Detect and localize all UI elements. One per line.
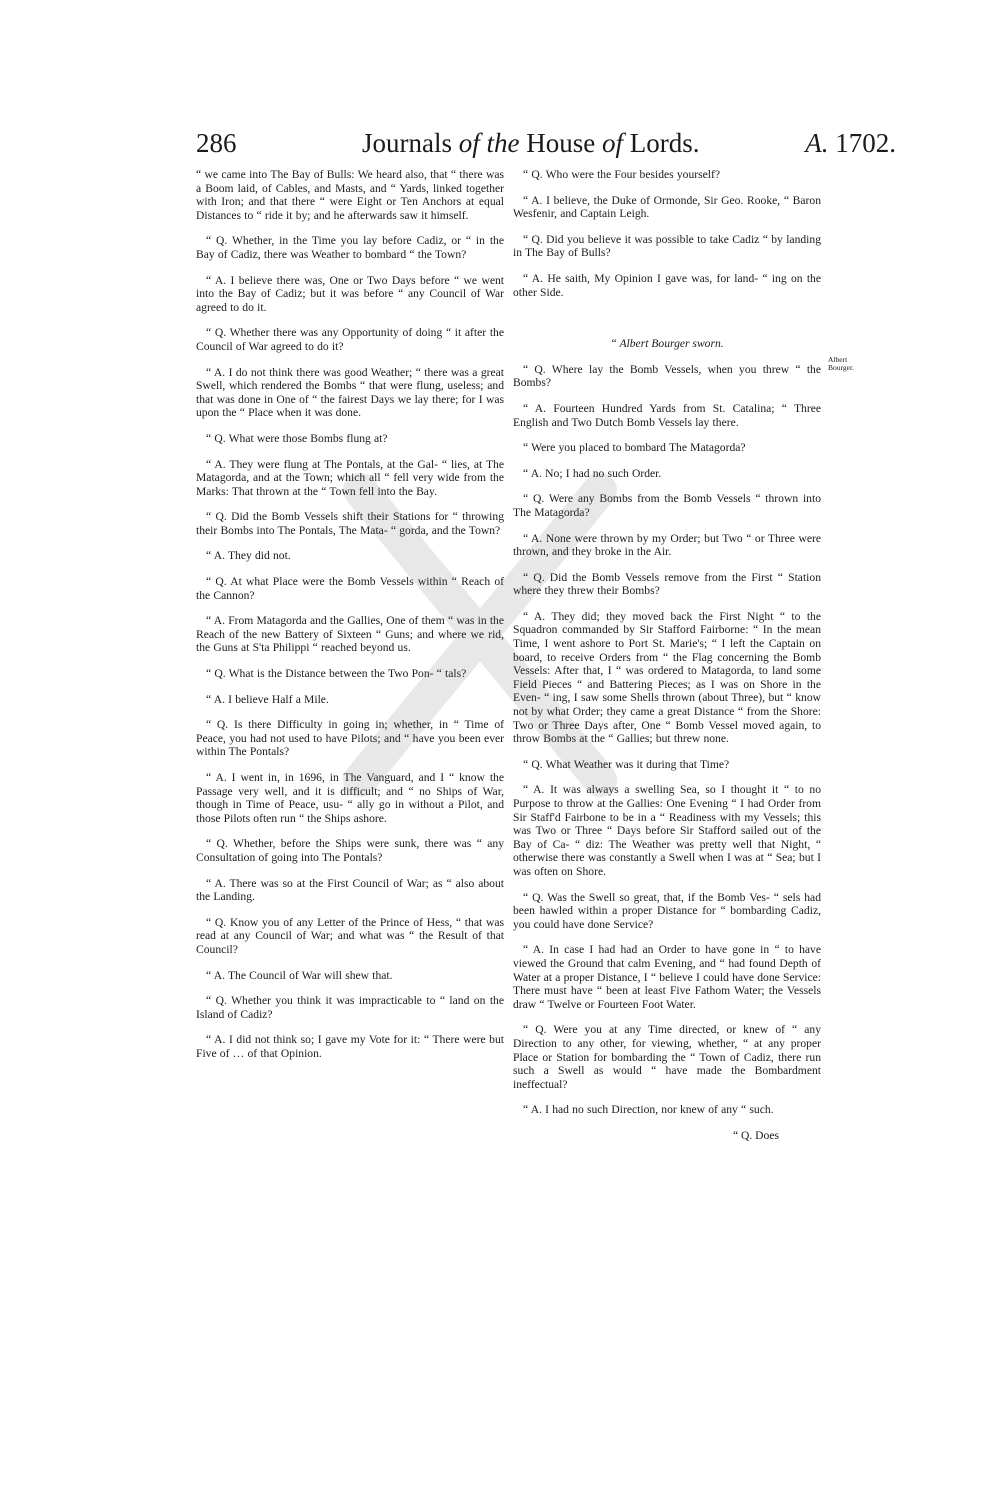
paragraph: “ A. They did; they moved back the First Night “ to the Squadron commanded by Sir Stafford Fairborne: “ In the mean Time, I went ashore to Port St. Marie's; “ I left the Captain on board, to receive Orders from “ the Flag concerning the Bomb Vessels: After that, I “ was ordered to Matagorda, to land some Field Pieces “ and Battering Pieces; as I was on Shore in the Even- “ ing, I saw some Shells thrown (about Three), but “ know not by what Order; they came a great Distance “ from the Shore: Two or Three Days after, One “ Bomb Vessel moved again, to throw Bombs at the “ Gallies; but threw none. (513, 609, 821, 746)
paragraph: “ Q. At what Place were the Bomb Vessels within “ Reach of the Cannon? (196, 575, 504, 602)
paragraph: “ Q. What is the Distance between the Two Pon- “ tals? (206, 667, 467, 681)
paragraph: “ A. The Council of War will shew that. (206, 968, 393, 982)
paragraph: “ A. I believe Half a Mile. (206, 692, 329, 706)
paragraph: “ Q. Whether, in the Time you lay before Cadiz, or “ in the Bay of Cadiz, there was Weather to bombard “ the Town? (196, 234, 504, 261)
paragraph: “ A. Fourteen Hundred Yards from St. Catalina; “ Three English and Two Dutch Bomb Vessels lay there. (513, 401, 821, 429)
paragraph: “ A. I do not think there was good Weather; “ there was a great Swell, which rendered the Bombs “ that were flung, useless; and that was done in One of “ the fairest Days we lay there; for I was upon the “ Place when it was done. (196, 365, 504, 420)
paragraph: “ Q. What Weather was it during that Time? (523, 757, 730, 771)
paragraph: “ A. In case I had had an Order to have gone in “ to have viewed the Ground that calm Evening, and “ had found Depth of Water at a proper Distance, I “ believe I could have done Service: There must have “ been at least Five Fathom Water; the Vessels draw “ Twelve or Fourteen Foot Water. (513, 943, 821, 1011)
catchword: “ Q. Does (732, 1128, 779, 1142)
paragraph: “ Q. Were you at any Time directed, or knew of “ any Direction to any other, for viewing, whether, “ at any proper Place or Station for bombarding the “ Town of Cadiz, there run such a Swell as would “ have made the Bombardment ineffectual? (513, 1023, 821, 1091)
title-word: Lords. (629, 128, 700, 158)
paragraph: “ Q. What were those Bombs flung at? (206, 431, 388, 445)
title-word: the (486, 128, 520, 158)
paragraph: “ A. They were flung at The Pontals, at the Gal- “ lies, at The Matagorda, and at the Town; which all “ fell very wide from the Marks: That thrown at the “ Town fell into the Bay. (196, 457, 504, 498)
year-prefix: A. (805, 128, 829, 158)
year-value: 1702. (835, 128, 896, 158)
paragraph: “ Q. Did you believe it was possible to take Cadiz “ by landing in The Bay of Bulls? (513, 232, 821, 260)
paragraph: “ Q. Were any Bombs from the Bomb Vessels “ thrown into The Matagorda? (513, 492, 821, 519)
paragraph: “ A. None were thrown by my Order; but Two “ or Three were thrown, and they broke in the Air. (513, 531, 821, 559)
paragraph: “ A. I had no such Direction, nor knew of any “ such. (523, 1103, 774, 1117)
paragraph: “ Q. Whether there was any Opportunity of doing “ it after the Council of War agreed to do it? (196, 326, 504, 353)
paragraph: “ Q. Did the Bomb Vessels remove from the First “ Station where they threw their Bombs? (513, 570, 821, 598)
title-word: of (458, 128, 480, 158)
paragraph: “ Q. Where lay the Bomb Vessels, when you threw “ the Bombs? (513, 362, 821, 390)
paragraph: “ we came into The Bay of Bulls: We heard also, that “ there was a Boom laid, of Cables, and Masts, and “ Yards, linked together with Iron; and that there “ were Eight or Ten Anchors at equal Distances to “ ride it by; and he afterwards saw it himself. (196, 168, 504, 222)
paragraph: “ A. I went in, in 1696, in The Vanguard, and I “ know the Passage very well, and it is difficult; and “ no Ships of War, though in Time of Peace, usu- “ ally go in without a Pilot, and those Pilots often run “ the Ships ashore. (196, 771, 504, 825)
title-word: Journals (362, 128, 452, 158)
paragraph: “ A. No; I had no such Order. (523, 466, 662, 480)
paragraph: “ Q. Whether you think it was impracticable to “ land on the Island of Cadiz? (196, 994, 504, 1021)
year-label (805, 128, 896, 159)
paragraph: “ A. There was so at the First Council of War; as “ also about the Landing. (196, 876, 504, 904)
title-word: House (526, 128, 596, 158)
page-number: 286 (196, 128, 237, 158)
paragraph: “ Q. Whether, before the Ships were sunk, there was “ any Consultation of going into The Pontals? (196, 837, 504, 864)
paragraph: “ A. He saith, My Opinion I gave was, for land- “ ing on the other Side. (513, 271, 821, 299)
paragraph: “ A. I did not think so; I gave my Vote for it: “ There were but Five of … of that Opinion. (196, 1033, 504, 1060)
title-word: of (602, 128, 624, 158)
paragraph: “ Q. Is there Difficulty in going in; whether, in “ Time of Peace, you had not used to have Pilots; and “ have you been ever within The Pontals? (196, 718, 504, 759)
right-column (513, 168, 821, 1142)
paragraph: “ Q. Who were the Four besides yourself? (523, 168, 720, 181)
paragraph: “ Q. Was the Swell so great, that, if the Bomb Ves- “ sels had been hawled within a proper Distance for “ bombarding Cadiz, you could have done Service? (513, 890, 821, 931)
paragraph: “ Were you placed to bombard The Matagorda? (523, 441, 746, 455)
paragraph: “ A. I believe there was, One or Two Days before “ we went into the Bay of Cadiz; but it was before “ any Council of War agreed to do it. (196, 273, 504, 314)
paragraph: “ Q. Did the Bomb Vessels shift their Stations for “ throwing their Bombs into The Pontals, The Mata- “ gorda, and the Town? (196, 510, 504, 537)
running-title (362, 128, 700, 159)
margin-note: Albert Bourger. (828, 355, 854, 372)
paragraph: “ Q. Know you of any Letter of the Prince of Hess, “ that was read at any Council of War; and what was “ the Result of that Council? (196, 915, 504, 956)
left-column (196, 168, 504, 1073)
paragraph: “ A. They did not. (206, 549, 291, 563)
paragraph: “ A. From Matagorda and the Gallies, One of them “ was in the Reach of the new Battery of Sixteen “ Guns; and where we rid, the Guns at S'ta Philippi “ reached beyond us. (196, 614, 504, 655)
running-header (196, 128, 896, 164)
paragraph: “ A. It was always a swelling Sea, so I thought it “ to no Purpose to throw at the Gallies: One Evening “ I had Order from Sir Staff'd Fairbone to be in a “ Readiness with my Vessels; this was Two or Three “ Days before Sir Stafford sailed out of the Bay of Ca- “ diz: The Weather was pretty well that Night, “ otherwise there was constantly a Swell when I was at “ Sea; but I was often on Shore. (513, 783, 821, 878)
witness-sworn-heading: “ Albert Bourger sworn. (610, 337, 724, 351)
paragraph: “ A. I believe, the Duke of Ormonde, Sir Geo. Rooke, “ Baron Wesfenir, and Captain Leigh. (513, 193, 821, 221)
